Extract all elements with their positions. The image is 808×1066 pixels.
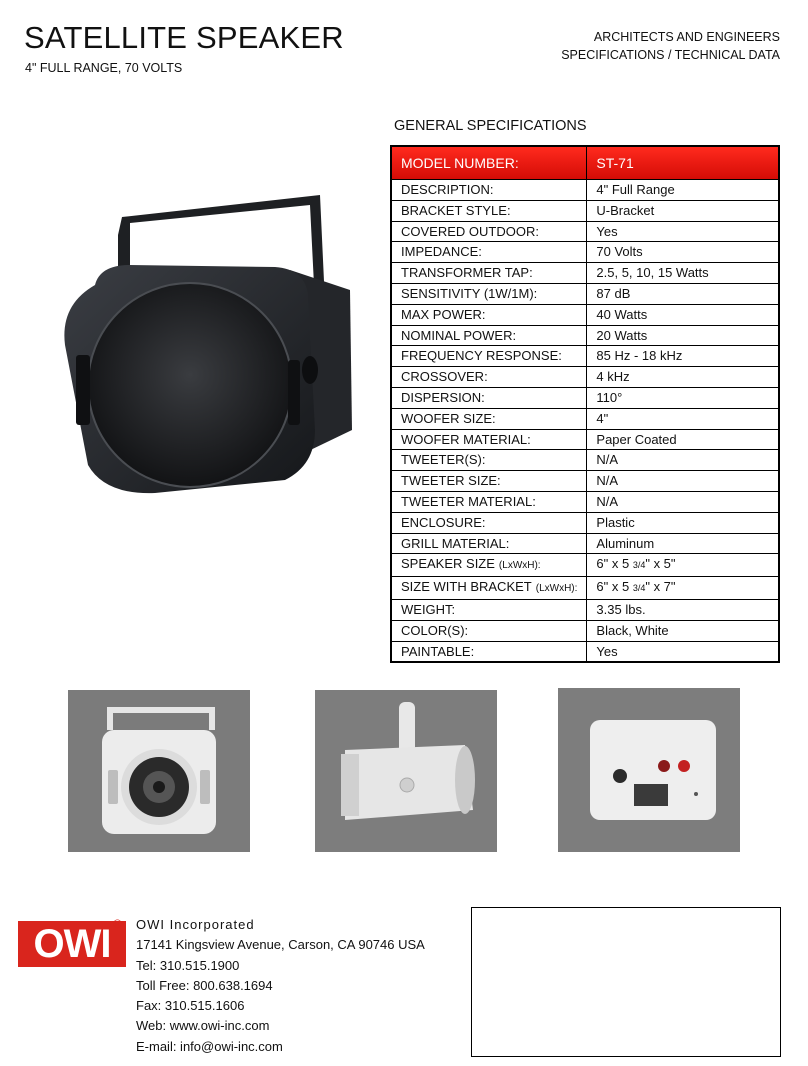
speaker-size-value-b: " x 5" <box>645 556 676 572</box>
spec-value: 85 Hz - 18 kHz <box>587 346 779 367</box>
spec-value <box>587 554 779 577</box>
registered-mark: ® <box>113 917 122 931</box>
spec-label: TWEETER(S): <box>391 450 587 471</box>
white-speaker-front-illustration <box>68 690 250 852</box>
spec-value: N/A <box>587 491 779 512</box>
spec-value: Paper Coated <box>587 429 779 450</box>
blank-notes-box <box>471 907 781 1057</box>
spec-value: ST-71 <box>587 146 779 180</box>
owi-logo: OWI <box>18 921 126 967</box>
spec-label: GRILL MATERIAL: <box>391 533 587 554</box>
spec-label: TWEETER MATERIAL: <box>391 491 587 512</box>
spec-row-model <box>391 146 779 180</box>
spec-label <box>391 577 587 600</box>
table-row <box>391 599 779 620</box>
spec-label: IMPEDANCE: <box>391 242 587 263</box>
spec-value: 87 dB <box>587 283 779 304</box>
company-toll-free: Toll Free: 800.638.1694 <box>136 977 273 993</box>
spec-label: MAX POWER: <box>391 304 587 325</box>
table-row <box>391 450 779 471</box>
header-right <box>561 28 780 64</box>
spec-label: WOOFER SIZE: <box>391 408 587 429</box>
spec-value: N/A <box>587 450 779 471</box>
spec-value: 70 Volts <box>587 242 779 263</box>
spec-label: TRANSFORMER TAP: <box>391 263 587 284</box>
bracket-size-note: (LxWxH): <box>535 583 578 595</box>
spec-value: 20 Watts <box>587 325 779 346</box>
table-row <box>391 200 779 221</box>
bracket-size-frac: 3/4 <box>632 583 646 594</box>
white-speaker-side-illustration <box>315 690 497 852</box>
spec-label <box>391 554 587 577</box>
spec-label: PAINTABLE: <box>391 641 587 662</box>
company-name: OWI Incorporated <box>136 917 255 932</box>
header-right-line2: SPECIFICATIONS / TECHNICAL DATA <box>561 48 780 62</box>
spec-value: 4 kHz <box>587 367 779 388</box>
product-photo-front <box>68 690 250 852</box>
table-row <box>391 180 779 201</box>
speaker-size-label: SPEAKER SIZE <box>401 556 495 572</box>
company-tel: Tel: 310.515.1900 <box>136 957 240 973</box>
speaker-size-note: (LxWxH): <box>498 560 541 572</box>
product-photo-side <box>315 690 497 852</box>
table-row <box>391 221 779 242</box>
table-row <box>391 491 779 512</box>
company-address: 17141 Kingsview Avenue, Carson, CA 90746 USA <box>136 937 425 953</box>
spec-label: ENCLOSURE: <box>391 512 587 533</box>
spec-value: Aluminum <box>587 533 779 554</box>
speaker-size-value-a: 6" x 5 <box>596 556 633 572</box>
specs-table <box>390 145 780 663</box>
spec-value: Black, White <box>587 620 779 641</box>
spec-label: TWEETER SIZE: <box>391 471 587 492</box>
table-row <box>391 387 779 408</box>
table-row <box>391 533 779 554</box>
section-title: GENERAL SPECIFICATIONS <box>394 118 587 134</box>
black-speaker-illustration <box>60 195 360 500</box>
spec-value: 3.35 lbs. <box>587 599 779 620</box>
header-right-line1: ARCHITECTS AND ENGINEERS <box>593 30 780 44</box>
spec-value: 4" <box>587 408 779 429</box>
table-row <box>391 620 779 641</box>
spec-value: 2.5, 5, 10, 15 Watts <box>587 263 779 284</box>
spec-label: FREQUENCY RESPONSE: <box>391 346 587 367</box>
contact-block <box>136 915 425 1057</box>
table-row <box>391 283 779 304</box>
spec-label: BRACKET STYLE: <box>391 200 587 221</box>
spec-label: SENSITIVITY (1W/1M): <box>391 283 587 304</box>
white-speaker-back-illustration <box>558 688 740 852</box>
company-fax: Fax: 310.515.1606 <box>136 998 245 1014</box>
table-row <box>391 471 779 492</box>
spec-value: 40 Watts <box>587 304 779 325</box>
spec-label: NOMINAL POWER: <box>391 325 587 346</box>
spec-value <box>587 577 779 600</box>
spec-value: Plastic <box>587 512 779 533</box>
spec-label: WEIGHT: <box>391 599 587 620</box>
table-row <box>391 346 779 367</box>
spec-value: Yes <box>587 641 779 662</box>
page-subtitle: 4" FULL RANGE, 70 VOLTS <box>25 61 183 75</box>
spec-label: MODEL NUMBER: <box>391 146 587 180</box>
company-email: E-mail: info@owi-inc.com <box>136 1038 283 1054</box>
table-row <box>391 304 779 325</box>
spec-label: DISPERSION: <box>391 387 587 408</box>
speaker-size-frac: 3/4 <box>632 560 646 571</box>
table-row <box>391 554 779 577</box>
company-web: Web: www.owi-inc.com <box>136 1018 270 1034</box>
spec-value: Yes <box>587 221 779 242</box>
table-row <box>391 641 779 662</box>
table-row <box>391 408 779 429</box>
spec-value: U-Bracket <box>587 200 779 221</box>
bracket-size-value-a: 6" x 5 <box>596 579 633 595</box>
spec-value: 4" Full Range <box>587 180 779 201</box>
table-row <box>391 367 779 388</box>
spec-label: DESCRIPTION: <box>391 180 587 201</box>
spec-label: WOOFER MATERIAL: <box>391 429 587 450</box>
spec-label: CROSSOVER: <box>391 367 587 388</box>
spec-label: COLOR(S): <box>391 620 587 641</box>
table-row <box>391 325 779 346</box>
spec-label: COVERED OUTDOOR: <box>391 221 587 242</box>
bracket-size-label: SIZE WITH BRACKET <box>401 579 532 595</box>
spec-value: 110° <box>587 387 779 408</box>
table-row <box>391 242 779 263</box>
table-row <box>391 512 779 533</box>
spec-value: N/A <box>587 471 779 492</box>
table-row <box>391 429 779 450</box>
page-title: SATELLITE SPEAKER <box>24 20 344 55</box>
table-row <box>391 577 779 600</box>
main-product-photo <box>60 195 360 500</box>
bracket-size-value-b: " x 7" <box>645 579 676 595</box>
product-photo-back <box>558 688 740 852</box>
table-row <box>391 263 779 284</box>
